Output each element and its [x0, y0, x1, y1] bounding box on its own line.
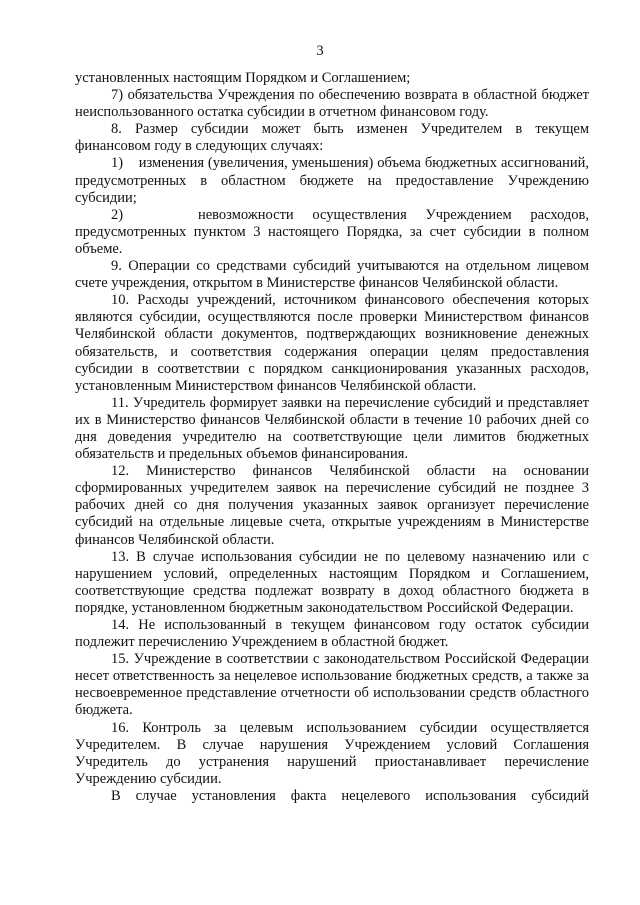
paragraph: 11. Учредитель формирует заявки на перечисление субсидий и представляет их в Министерство финансов Челябинской области в течение 10 рабочих дней со дня доведения учредителю на соответствующие цели лимитов бюджетных обязательств и предельных объемов финансирования.	[75, 394, 589, 463]
paragraph: 9. Операции со средствами субсидий учитываются на отдельном лицевом счете учреждения, открытом в Министерстве финансов Челябинской области.	[75, 258, 589, 292]
paragraph: 12. Министерство финансов Челябинской области на основании сформированных учредителем заявок на перечисление субсидий не позднее 3 рабочих дней со дня получения указанных заявок организует перечисление субсидий на отдельные лицевые счета, открытые учреждениям в Министерстве финансов Челябинской области.	[75, 463, 589, 548]
paragraph: 10. Расходы учреждений, источником финансового обеспечения которых являются субсидии, осуществляются после проверки Министерством финансов Челябинской области документов, подтверждающих возникновение денежных обязательств, и соответствия содержания операции целям предоставления субсидии в соответствии с порядком санкционирования указанных расходов, установленным Министерством финансов Челябинской области.	[75, 292, 589, 394]
paragraph: установленных настоящим Порядком и Соглашением;	[75, 70, 411, 86]
paragraph: 15. Учреждение в соответствии с законодательством Российской Федерации несет ответственность за нецелевое использование бюджетных средств, а также за несвоевременное представление отчетности об использовании средств областного бюджета.	[75, 651, 589, 719]
paragraph: 8. Размер субсидии может быть изменен Учредителем в текущем финансовом году в следующих случаях:	[75, 121, 589, 155]
paragraph: В случае установления факта нецелевого использования субсидий	[111, 787, 589, 804]
document-body	[75, 70, 589, 805]
paragraph: 13. В случае использования субсидии не по целевому назначению или с нарушением условий, определенных настоящим Порядком и Соглашением, соответствующие средства подлежат возврату в доход областного бюджета в порядке, установленном бюджетным законодательством Российской Федерации.	[75, 548, 589, 616]
page-number: 3	[316, 43, 324, 59]
paragraph: 2) невозможности осуществления Учреждением расходов, предусмотренных пунктом 3 настоящего Порядка, за счет субсидии в полном объеме.	[75, 206, 589, 257]
paragraph: 14. Не использованный в текущем финансовом году остаток субсидии подлежит перечислению Учреждением в областной бюджет.	[75, 617, 589, 651]
paragraph: 1) изменения (увеличения, уменьшения) объема бюджетных ассигнований, предусмотренных в областном бюджете на предоставление Учреждению субсидии;	[75, 155, 589, 206]
paragraph: 7) обязательства Учреждения по обеспечению возврата в областной бюджет неиспользованного остатка субсидии в отчетном финансовом году.	[75, 87, 589, 121]
paragraph: 16. Контроль за целевым использованием субсидии осуществляется Учредителем. В случае нарушения Учреждением условий Соглашения Учредитель до устранения нарушений приостанавливает перечисление Учреждению субсидии.	[75, 719, 589, 787]
